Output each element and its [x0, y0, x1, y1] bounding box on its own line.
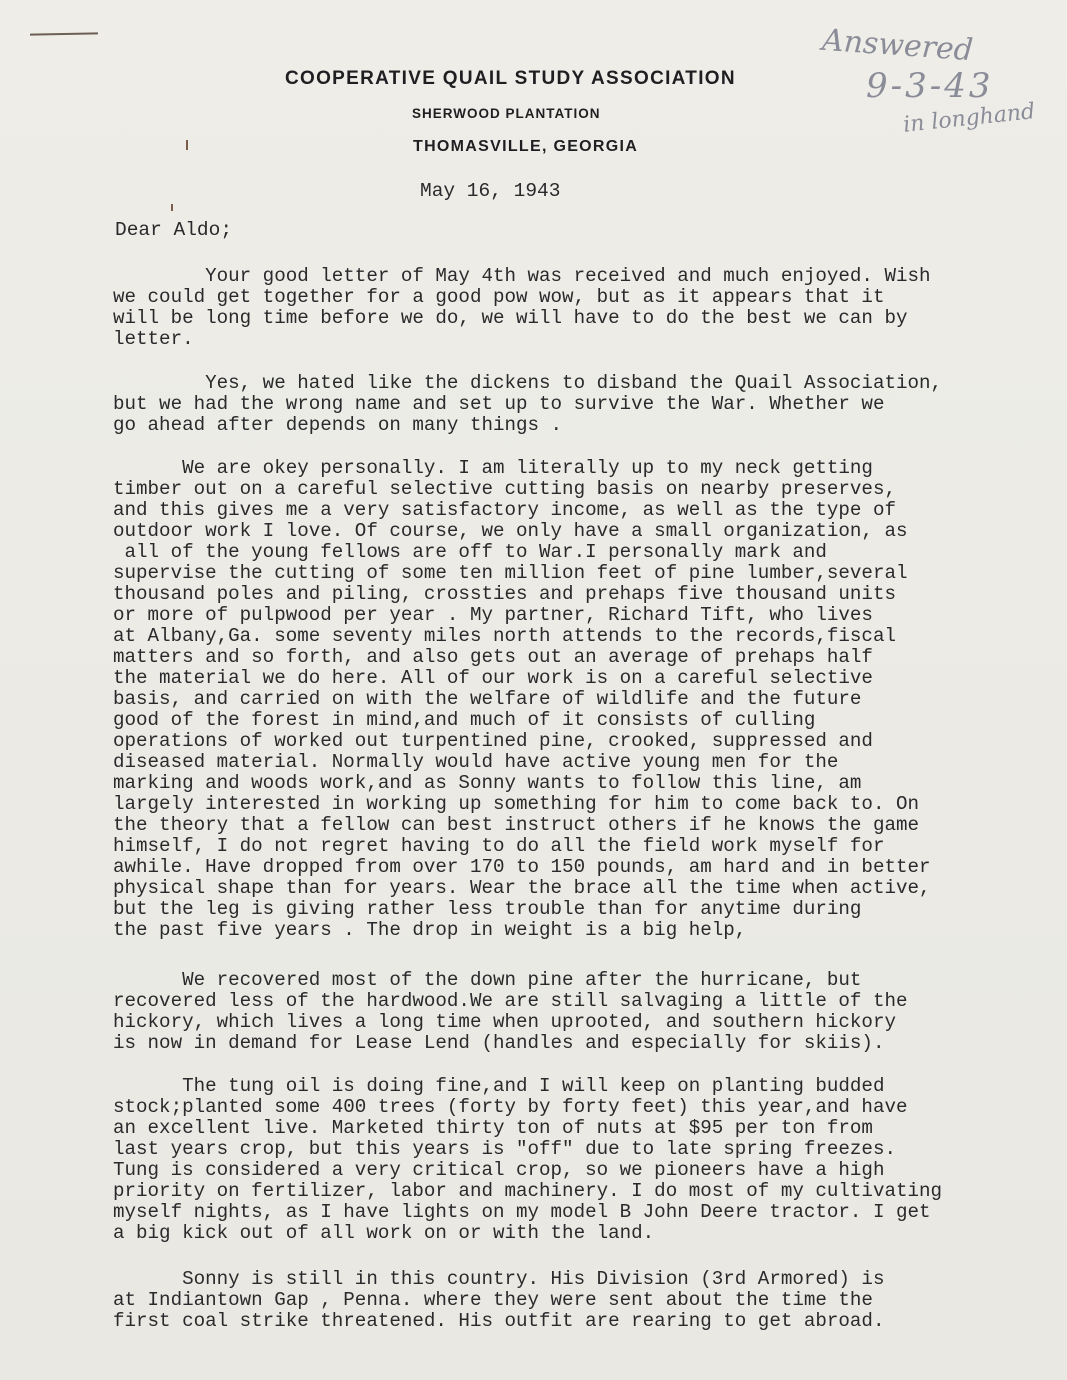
- text-line: hickory, which lives a long time when uprooted, and southern hickory: [113, 1011, 896, 1033]
- text-line: operations of worked out turpentined pine, crooked, suppressed and: [113, 730, 873, 752]
- text-line: Sonny is still in this country. His Division (3rd Armored) is: [113, 1268, 885, 1290]
- stray-mark: [171, 204, 173, 211]
- text-line: marking and woods work,and as Sonny wants to follow this line, am: [113, 772, 862, 794]
- text-line: go ahead after depends on many things .: [113, 414, 563, 436]
- text-line: at Indiantown Gap , Penna. where they were sent about the time the: [113, 1289, 873, 1311]
- handwritten-note: in longhand: [902, 99, 1037, 138]
- text-line: The tung oil is doing fine,and I will keep on planting budded: [113, 1075, 885, 1097]
- letterhead-city: THOMASVILLE, GEORGIA: [413, 138, 639, 155]
- letterhead-plantation: SHERWOOD PLANTATION: [412, 106, 601, 121]
- text-line: an excellent live. Marketed thirty ton of nuts at $95 per ton from: [113, 1117, 873, 1139]
- text-line: good of the forest in mind,and much of it consists of culling: [113, 709, 816, 731]
- text-line: physical shape than for years. Wear the brace all the time when active,: [113, 877, 931, 899]
- paragraph-5: [113, 1076, 1043, 1244]
- text-line: basis, and carried on with the welfare of wildlife and the future: [113, 688, 862, 710]
- stray-mark: [186, 140, 188, 150]
- text-line: the material we do here. All of our work is on a careful selective: [113, 667, 873, 689]
- text-line: we could get together for a good pow wow, but as it appears that it: [113, 286, 885, 308]
- text-line: Your good letter of May 4th was received and much enjoyed. Wish: [113, 265, 931, 287]
- pencil-mark: [30, 32, 98, 35]
- text-line: outdoor work I love. Of course, we only have a small organization, as: [113, 520, 908, 542]
- text-line: thousand poles and piling, crossties and prehaps five thousand units: [113, 583, 896, 605]
- text-line: the past five years . The drop in weight is a big help,: [113, 919, 747, 941]
- text-line: is now in demand for Lease Lend (handles and especially for skiis).: [113, 1032, 885, 1054]
- text-line: first coal strike threatened. His outfit are rearing to get abroad.: [113, 1310, 885, 1332]
- paragraph-1: [113, 266, 1043, 350]
- text-line: but we had the wrong name and set up to survive the War. Whether we: [113, 393, 885, 415]
- text-line: awhile. Have dropped from over 170 to 150 pounds, am hard and in better: [113, 856, 931, 878]
- text-line: but the leg is giving rather less trouble than for anytime during: [113, 898, 862, 920]
- text-line: last years crop, but this years is "off" due to late spring freezes.: [113, 1138, 896, 1160]
- text-line: diseased material. Normally would have active young men for the: [113, 751, 839, 773]
- handwritten-answered: Answered: [820, 22, 975, 69]
- salutation: Dear Aldo;: [115, 219, 233, 241]
- text-line: myself nights, as I have lights on my model B John Deere tractor. I get: [113, 1201, 931, 1223]
- text-line: recovered less of the hardwood.We are still salvaging a little of the: [113, 990, 908, 1012]
- text-line: and this gives me a very satisfactory income, as well as the type of: [113, 499, 896, 521]
- text-line: matters and so forth, and also gets out an average of prehaps half: [113, 646, 873, 668]
- text-line: priority on fertilizer, labor and machinery. I do most of my cultivating: [113, 1180, 943, 1202]
- paragraph-4: [113, 970, 1043, 1054]
- paragraph-6: [113, 1269, 1043, 1332]
- text-line: largely interested in working up something for him to come back to. On: [113, 793, 920, 815]
- text-line: all of the young fellows are off to War.I personally mark and: [113, 541, 827, 563]
- paragraph-2: [113, 373, 1043, 436]
- text-line: Tung is considered a very critical crop, so we pioneers have a high: [113, 1159, 885, 1181]
- text-line: the theory that a fellow can best instruct others if he knows the game: [113, 814, 920, 836]
- text-line: letter.: [113, 328, 194, 350]
- text-line: Yes, we hated like the dickens to disband the Quail Association,: [113, 372, 943, 394]
- handwritten-date: 9-3-43: [866, 66, 994, 106]
- text-line: a big kick out of all work on or with the land.: [113, 1222, 655, 1244]
- text-line: or more of pulpwood per year . My partner, Richard Tift, who lives: [113, 604, 873, 626]
- paragraph-3: [113, 458, 1043, 941]
- text-line: at Albany,Ga. some seventy miles north attends to the records,fiscal: [113, 625, 896, 647]
- text-line: himself, I do not regret having to do all the field work myself for: [113, 835, 885, 857]
- text-line: supervise the cutting of some ten million feet of pine lumber,several: [113, 562, 908, 584]
- letterhead-organization: COOPERATIVE QUAIL STUDY ASSOCIATION: [285, 68, 736, 89]
- text-line: will be long time before we do, we will have to do the best we can by: [113, 307, 908, 329]
- text-line: We recovered most of the down pine after the hurricane, but: [113, 969, 862, 991]
- text-line: timber out on a careful selective cutting basis on nearby preserves,: [113, 478, 896, 500]
- text-line: stock;planted some 400 trees (forty by forty feet) this year,and have: [113, 1096, 908, 1118]
- text-line: We are okey personally. I am literally up to my neck getting: [113, 457, 873, 479]
- letter-date: May 16, 1943: [420, 180, 561, 202]
